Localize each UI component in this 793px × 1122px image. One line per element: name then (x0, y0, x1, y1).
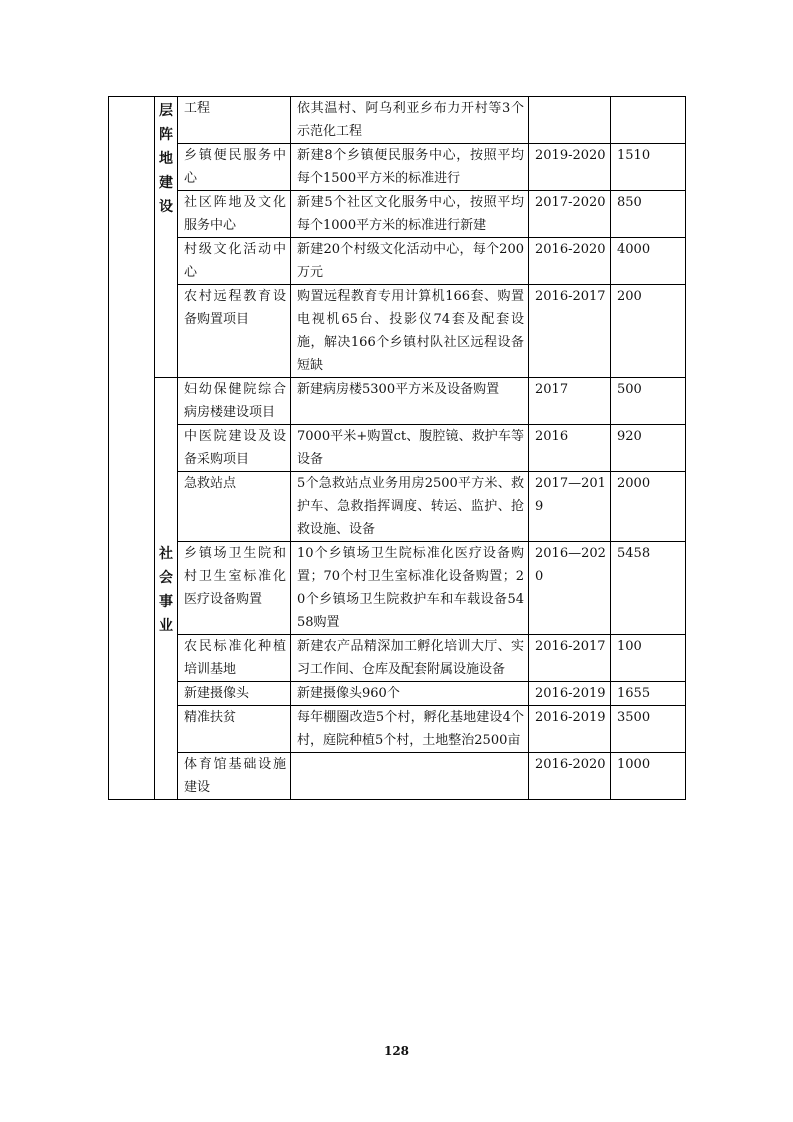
table-row (109, 425, 686, 472)
project-name-cell: 村级文化活动中心 (178, 238, 291, 285)
table-row (109, 378, 686, 425)
project-amount-cell (611, 97, 686, 144)
project-name-cell: 农村远程教育设备购置项目 (178, 285, 291, 378)
project-period-cell: 2016-2017 (529, 285, 611, 378)
project-content-cell: 新建5个社区文化服务中心，按照平均每个1000平方米的标准进行新建 (291, 191, 529, 238)
project-name-cell: 工程 (178, 97, 291, 144)
project-content-cell: 每年棚圈改造5个村，孵化基地建设4个村，庭院种植5个村，土地整治2500亩 (291, 706, 529, 753)
project-amount-cell: 3500 (611, 706, 686, 753)
table-row (109, 285, 686, 378)
table-row (109, 706, 686, 753)
project-content-cell (291, 753, 529, 800)
project-name-cell: 乡镇场卫生院和村卫生室标准化医疗设备购置 (178, 542, 291, 635)
table-row (109, 472, 686, 542)
category-label: 层阵地建设 (159, 103, 173, 215)
project-amount-cell: 4000 (611, 238, 686, 285)
table-row (109, 238, 686, 285)
project-name-cell: 新建摄像头 (178, 682, 291, 706)
project-period-cell: 2016-2020 (529, 238, 611, 285)
table-row (109, 753, 686, 800)
project-content-cell: 新建8个乡镇便民服务中心，按照平均每个1500平方米的标准进行 (291, 144, 529, 191)
project-content-cell: 依其温村、阿乌利亚乡布力开村等3个示范化工程 (291, 97, 529, 144)
project-content-cell: 新建摄像头960个 (291, 682, 529, 706)
category-cell (155, 378, 178, 800)
project-period-cell: 2019-2020 (529, 144, 611, 191)
project-amount-cell: 200 (611, 285, 686, 378)
project-amount-cell: 850 (611, 191, 686, 238)
table-row (109, 542, 686, 635)
category-label: 社会事业 (159, 545, 173, 634)
table-row (109, 144, 686, 191)
project-period-cell: 2017-2020 (529, 191, 611, 238)
project-content-cell: 新建病房楼5300平方米及设备购置 (291, 378, 529, 425)
project-period-cell: 2017—2019 (529, 472, 611, 542)
project-period-cell: 2016 (529, 425, 611, 472)
project-content-cell: 购置远程教育专用计算机166套、购置电视机65台、投影仪74套及配套设施，解决166个乡镇村队社区远程设备短缺 (291, 285, 529, 378)
project-period-cell (529, 97, 611, 144)
project-amount-cell: 100 (611, 635, 686, 682)
project-amount-cell: 2000 (611, 472, 686, 542)
project-content-cell: 新建农产品精深加工孵化培训大厅、实习工作间、仓库及配套附属设施设备 (291, 635, 529, 682)
blank-margin-cell (109, 97, 155, 800)
project-name-cell: 乡镇便民服务中心 (178, 144, 291, 191)
project-period-cell: 2016—2020 (529, 542, 611, 635)
project-name-cell: 中医院建设及设备采购项目 (178, 425, 291, 472)
table-row (109, 191, 686, 238)
project-period-cell: 2017 (529, 378, 611, 425)
page-number: 128 (383, 1044, 410, 1058)
project-name-cell: 妇幼保健院综合病房楼建设项目 (178, 378, 291, 425)
project-content-cell: 5个急救站点业务用房2500平方米、救护车、急救指挥调度、转运、监护、抢救设施、设备 (291, 472, 529, 542)
project-table (108, 96, 686, 800)
table-row (109, 97, 686, 144)
category-cell (155, 97, 178, 378)
project-period-cell: 2016-2017 (529, 635, 611, 682)
project-content-cell: 新建20个村级文化活动中心，每个200万元 (291, 238, 529, 285)
project-name-cell: 农民标准化种植培训基地 (178, 635, 291, 682)
project-amount-cell: 5458 (611, 542, 686, 635)
project-period-cell: 2016-2019 (529, 706, 611, 753)
project-amount-cell: 500 (611, 378, 686, 425)
project-amount-cell: 1510 (611, 144, 686, 191)
project-content-cell: 7000平米+购置ct、腹腔镜、救护车等设备 (291, 425, 529, 472)
project-name-cell: 急救站点 (178, 472, 291, 542)
project-amount-cell: 1000 (611, 753, 686, 800)
project-period-cell: 2016-2020 (529, 753, 611, 800)
project-name-cell: 体育馆基础设施建设 (178, 753, 291, 800)
table-row (109, 635, 686, 682)
project-name-cell: 社区阵地及文化服务中心 (178, 191, 291, 238)
project-table-body (109, 97, 686, 800)
project-amount-cell: 1655 (611, 682, 686, 706)
project-period-cell: 2016-2019 (529, 682, 611, 706)
project-name-cell: 精准扶贫 (178, 706, 291, 753)
project-content-cell: 10个乡镇场卫生院标准化医疗设备购置；70个村卫生室标准化设备购置；20个乡镇场卫生院救护车和车载设备5458购置 (291, 542, 529, 635)
table-row (109, 682, 686, 706)
project-amount-cell: 920 (611, 425, 686, 472)
